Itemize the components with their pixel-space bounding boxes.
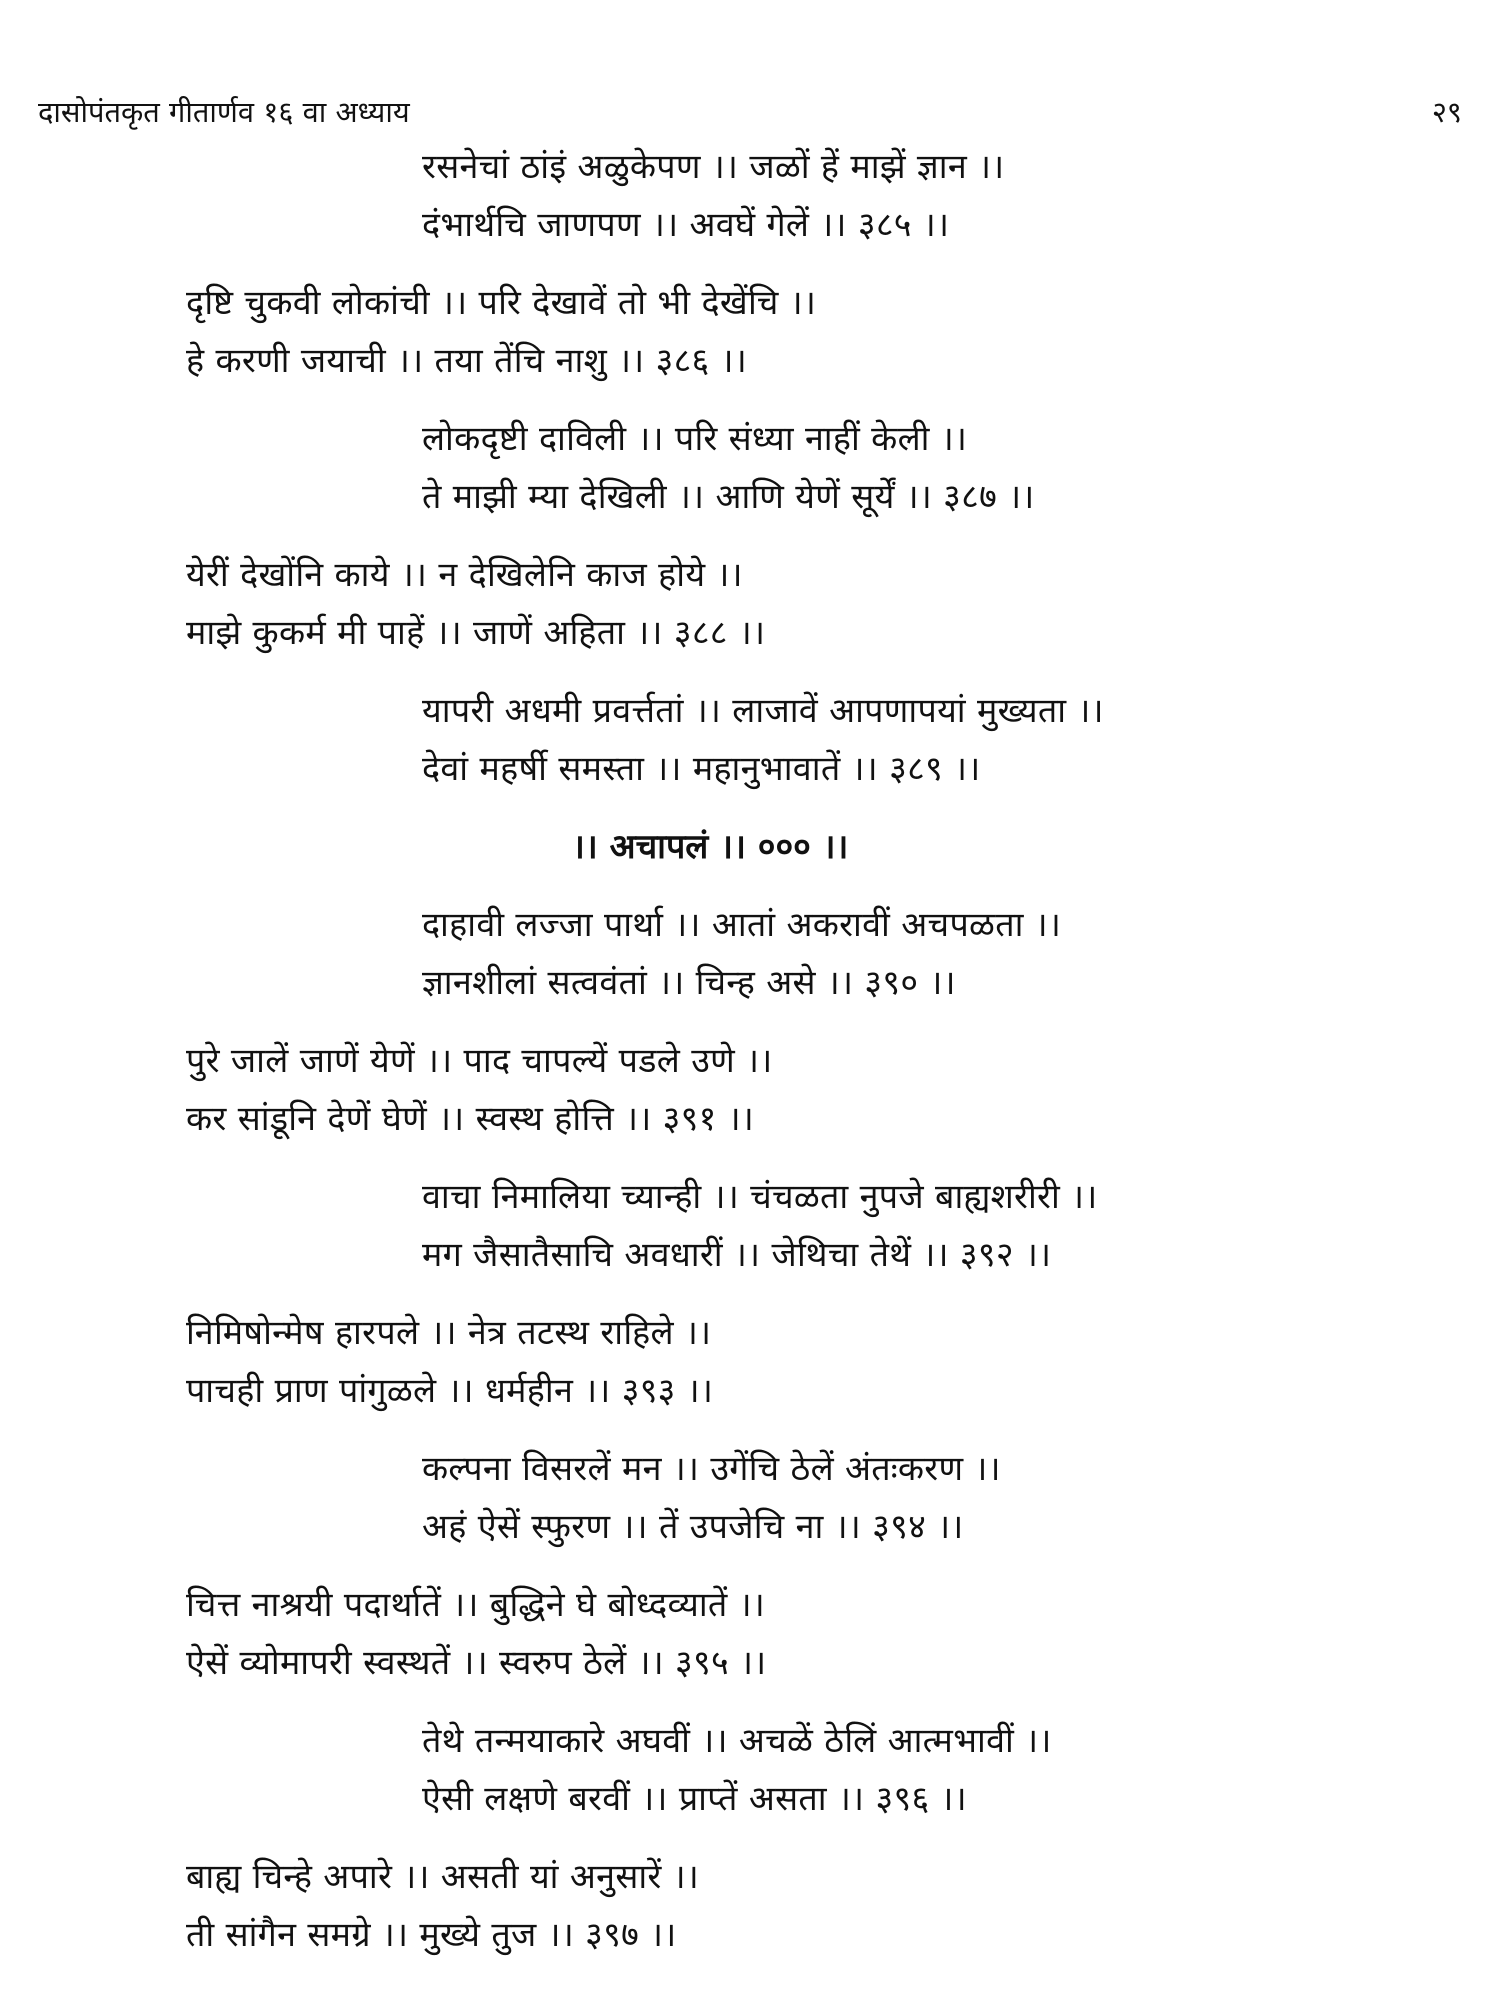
verse-line: निमिषोन्मेष हारपले ।। नेत्र तटस्थ राहिले ।। [186, 1313, 712, 1353]
verse-line: ती सांगैन समग्रे ।। मुख्ये तुज ।। ३९७ ।। [186, 1915, 677, 1955]
verse-line: पुरे जालें जाणें येणें ।। पाद चापल्यें पडले उणे ।। [186, 1041, 773, 1081]
section-heading: ।। अचापलं ।। ००० ।। [572, 827, 849, 867]
verse-line: अहं ऐसें स्फुरण ।। तें उपजेचि ना ।। ३९४ ।। [422, 1507, 964, 1547]
page-number: २९ [1431, 95, 1462, 129]
verse-line: वाचा निमालिया च्यान्ही ।। चंचळता नुपजे बाह्यशरीरी ।। [422, 1177, 1098, 1217]
verse-line: देवां महर्षी समस्ता ।। महानुभावातें ।। ३८९ ।। [422, 749, 981, 789]
verse-line: कर सांडूनि देणें घेणें ।। स्वस्थ होत्ति ।। ३९१ ।। [186, 1099, 755, 1139]
verse-line: कल्पना विसरलें मन ।। उगेंचि ठेलें अंतःकरण ।। [422, 1449, 1001, 1489]
verse-line: मग जैसातैसाचि अवधारीं ।। जेथिचा तेथें ।। ३९२ ।। [422, 1235, 1052, 1275]
verse-line: बाह्य चिन्हे अपारे ।। असती यां अनुसारें ।। [186, 1857, 700, 1897]
verse-line: यापरी अधमी प्रवर्त्ततां ।। लाजावें आपणापयां मुख्यता ।। [422, 691, 1104, 731]
verse-line: ऐसी लक्षणे बरवीं ।। प्राप्तें असता ।। ३९६ ।। [422, 1779, 967, 1819]
verse-line: ते माझी म्या देखिली ।। आणि येणें सूर्यें ।। ३८७ ।। [422, 477, 1035, 517]
verse-line: ज्ञानशीलां सत्ववंतां ।। चिन्ह असे ।। ३९० ।। [422, 963, 956, 1003]
verse-line: दंभार्थचि जाणपण ।। अवघें गेलें ।। ३८५ ।। [422, 205, 950, 245]
verse-line: माझे कुकर्म मी पाहें ।। जाणें अहिता ।। ३८८ ।। [186, 613, 766, 653]
verse-line: चित्त नाश्रयी पदार्थातें ।। बुद्धिने घे बोध्दव्यातें ।। [186, 1585, 766, 1625]
verse-line: ऐसें व्योमापरी स्वस्थतें ।। स्वरुप ठेलें ।। ३९५ ।। [186, 1643, 767, 1683]
verse-line: रसनेचां ठांइं अळुकेपण ।। जळों हें माझें ज्ञान ।। [422, 147, 1005, 187]
verse-line: हे करणी जयाची ।। तया तेंचि नाशु ।। ३८६ ।। [186, 341, 748, 381]
verse-line: दृष्टि चुकवी लोकांची ।। परि देखावें तो भी देखेंचि ।। [186, 283, 817, 323]
running-header: दासोपंतकृत गीतार्णव १६ वा अध्याय [38, 95, 410, 129]
verse-line: लोकदृष्टी दाविली ।। परि संध्या नाहीं केली ।। [422, 419, 968, 459]
verse-line: येरीं देखोंनि काये ।। न देखिलेनि काज होये ।। [186, 555, 743, 595]
verse-line: पाचही प्राण पांगुळले ।। धर्महीन ।। ३९३ ।। [186, 1371, 714, 1411]
verse-line: दाहावी लज्जा पार्था ।। आतां अकरावीं अचपळता ।। [422, 905, 1062, 945]
verse-line: तेथे तन्मयाकारे अघवीं ।। अचळें ठेलिं आत्मभावीं ।। [422, 1721, 1052, 1761]
